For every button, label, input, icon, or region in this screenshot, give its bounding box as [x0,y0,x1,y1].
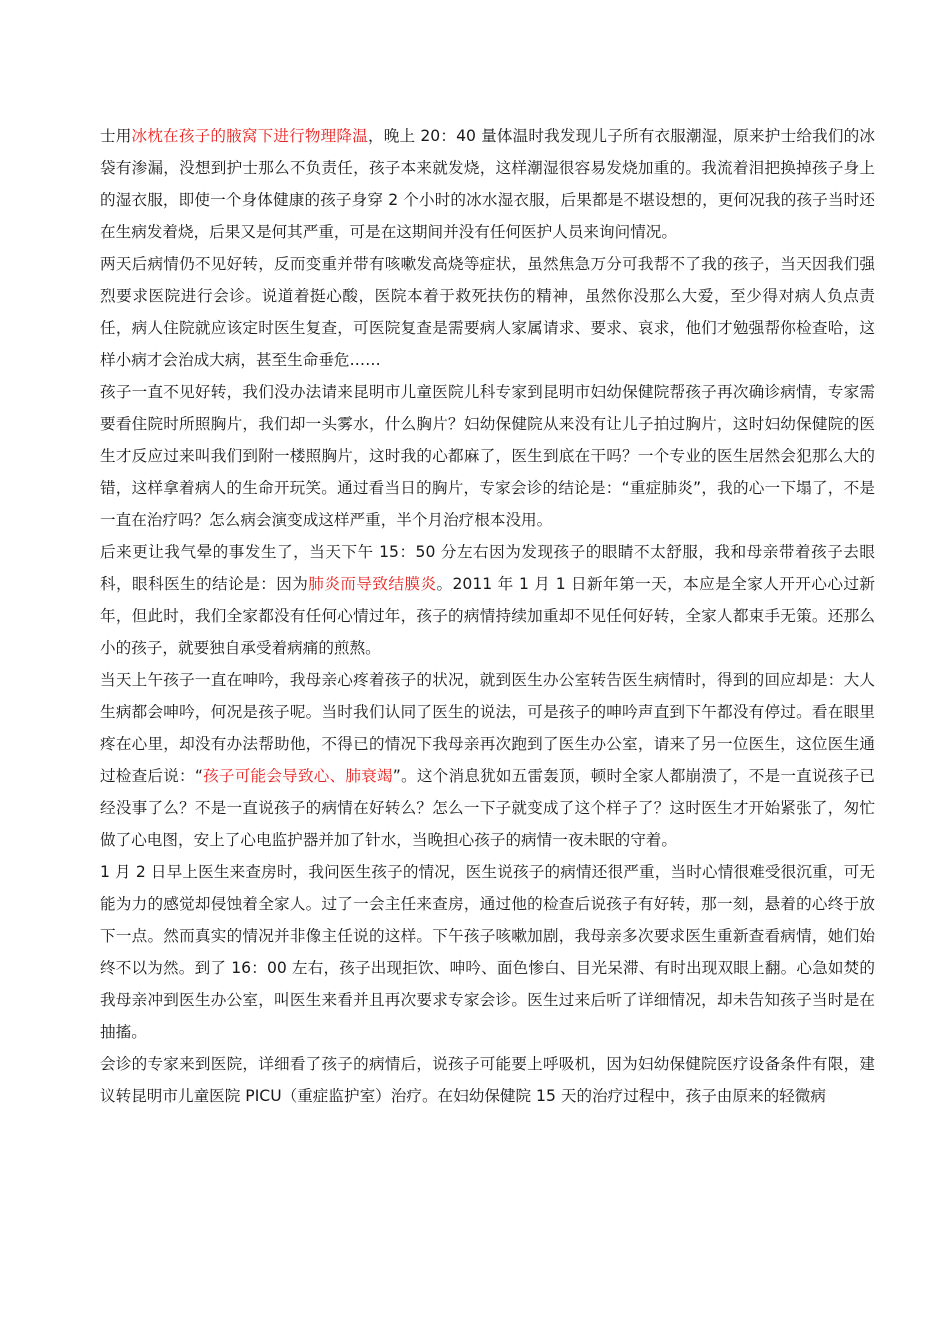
paragraph [100,536,875,664]
text-segment: ，晚上 20：40 量体温时我发现儿子所有衣服潮湿，原来护士给我们的冰袋有渗漏，没想到护士那么不负责任，孩子本来就发烧，这样潮湿很容易发烧加重的。我流着泪把换掉孩子身上的湿衣服，即使一个身体健康的孩子身穿 2 个小时的冰水湿衣服，后果都是不堪设想的，更何况我的孩子当时还在生病发着烧，后果又是何其严重，可是在这期间并没有任何医护人员来询问情况。 [100,127,875,241]
text-segment: 当天上午孩子一直在呻吟，我母亲心疼着孩子的状况，就到医生办公室转告医生病情时，得到的回应却是：大人生病都会呻吟，何况是孩子呢。当时我们认同了医生的说法，可是孩子的呻吟声直到下午都没有停过。看在眼里疼在心里，却没有办法帮助他，不得已的情况下我母亲再次跑到了医生办公室，请来了另一位医生，这位医生通过检查后说：“ [100,671,875,785]
paragraph [100,856,875,1048]
paragraph [100,664,875,856]
highlighted-text: 冰枕在孩子的腋窝下进行物理降温 [131,127,368,145]
text-segment: 孩子一直不见好转，我们没办法请来昆明市儿童医院儿科专家到昆明市妇幼保健院帮孩子再次确诊病情，专家需要看住院时所照胸片，我们却一头雾水，什么胸片？妇幼保健院从来没有让儿子拍过胸片，这时妇幼保健院的医生才反应过来叫我们到附一楼照胸片，这时我的心都麻了，医生到底在干吗？一个专业的医生居然会犯那么大的错，这样拿着病人的生命开玩笑。通过看当日的胸片，专家会诊的结论是：“重症肺炎”，我的心一下塌了，不是一直在治疗吗？怎么病会演变成这样严重，半个月治疗根本没用。 [100,383,875,529]
text-segment: 会诊的专家来到医院，详细看了孩子的病情后，说孩子可能要上呼吸机，因为妇幼保健院医疗设备条件有限，建议转昆明市儿童医院 PICU（重症监护室）治疗。在妇幼保健院 15 天的治疗过程中，孩子由原来的轻微病 [100,1055,875,1105]
text-segment: 后来更让我气晕的事发生了，当天下午 15：50 分左右因为发现孩子的眼睛不太舒服，我和母亲带着孩子去眼科，眼科医生的结论是：因为 [100,543,875,593]
text-segment: 1 月 2 日早上医生来查房时，我问医生孩子的情况，医生说孩子的病情还很严重，当时心情很难受很沉重，可无能为力的感觉却侵蚀着全家人。过了一会主任来查房，通过他的检查后说孩子有好转，那一刻，悬着的心终于放下一点。然而真实的情况并非像主任说的这样。下午孩子咳嗽加剧，我母亲多次要求医生重新查看病情，她们始终不以为然。到了 16：00 左右，孩子出现拒饮、呻吟、面色惨白、目光呆滞、有时出现双眼上翻。心急如焚的我母亲冲到医生办公室，叫医生来看并且再次要求专家会诊。医生过来后听了详细情况，却未告知孩子当时是在抽搐。 [100,863,875,1041]
text-segment: ”。这个消息犹如五雷轰顶，顿时全家人都崩溃了，不是一直说孩子已经没事了么？不是一直说孩子的病情在好转么？怎么一下子就变成了这个样子了？这时医生才开始紧张了，匆忙做了心电图，安上了心电监护器并加了针水，当晚担心孩子的病情一夜未眠的守着。 [100,767,875,849]
highlighted-text: 孩子可能会导致心、肺衰竭 [202,767,393,785]
highlighted-text: 肺炎而导致结膜炎 [308,575,437,593]
text-segment: 两天后病情仍不见好转，反而变重并带有咳嗽发高烧等症状，虽然焦急万分可我帮不了我的孩子，当天因我们强烈要求医院进行会诊。说道着挺心酸，医院本着于救死扶伤的精神，虽然你没那么大爱，至少得对病人负点责任，病人住院就应该定时医生复查，可医院复查是需要病人家属请求、要求、哀求，他们才勉强帮你检查哈，这样小病才会治成大病，甚至生命垂危…… [100,255,875,369]
paragraph [100,1048,875,1112]
paragraph [100,120,875,248]
paragraph [100,376,875,536]
text-segment: 。2011 年 1 月 1 日新年第一天，本应是全家人开开心心过新年，但此时，我们全家都没有任何心情过年，孩子的病情持续加重却不见任何好转，全家人都束手无策。还那么小的孩子，就要独自承受着病痛的煎熬。 [100,575,875,657]
paragraph [100,248,875,376]
article-body [100,120,875,1112]
text-segment: 士用 [100,127,132,145]
